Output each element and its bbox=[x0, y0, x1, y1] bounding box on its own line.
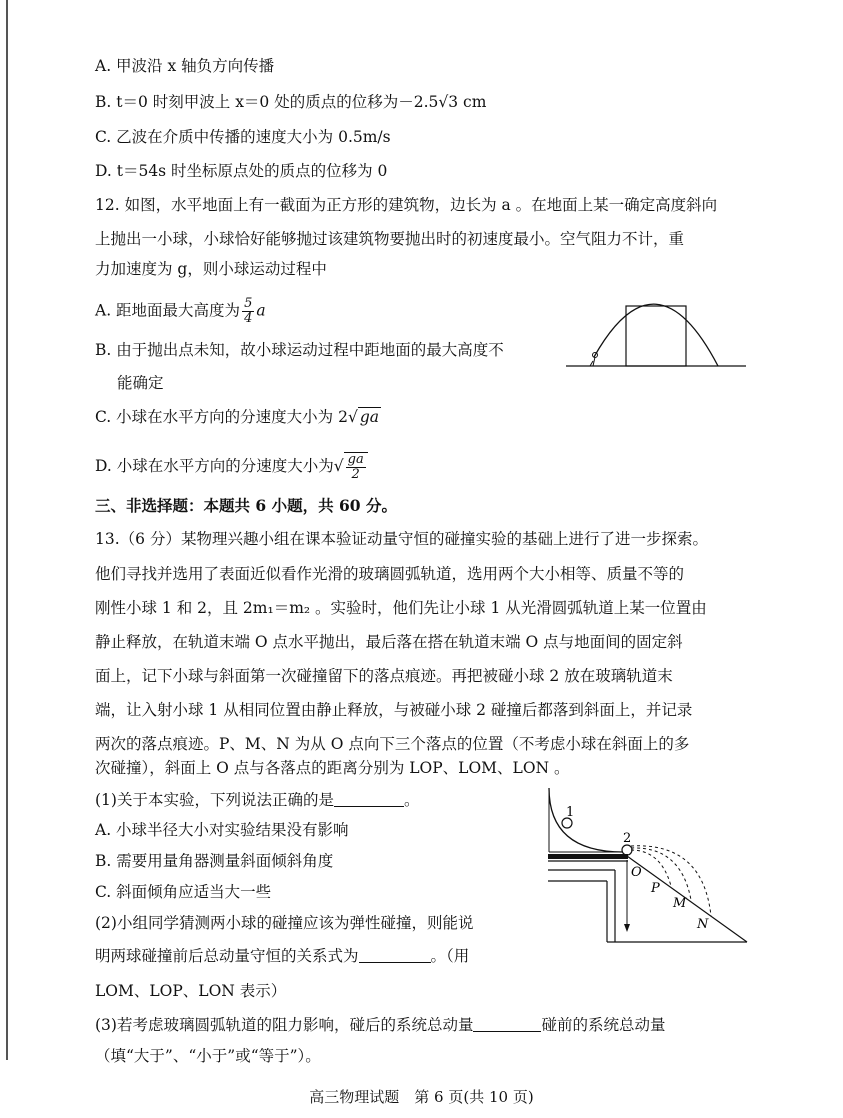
q13-part1-answer-blank[interactable] bbox=[334, 790, 404, 807]
figure-label-P: P bbox=[651, 881, 660, 896]
q12-option-a-variable: a bbox=[256, 301, 266, 320]
q12-option-d-denominator: 2 bbox=[351, 467, 360, 482]
q12-option-a-text: A. 距地面最大高度为 bbox=[95, 301, 241, 320]
q12-option-c-text: C. 小球在水平方向的分速度大小为 2 bbox=[95, 408, 348, 426]
q13-part2-answer-blank[interactable] bbox=[359, 946, 431, 963]
figure-label-ball-1: 1 bbox=[566, 805, 575, 820]
figure-label-M: M bbox=[673, 896, 687, 911]
q13-part2-text: 明两球碰撞前后总动量守恒的关系式为 bbox=[95, 947, 359, 965]
q13-part1-option-a: A. 小球半径大小对实验结果没有影响 bbox=[95, 821, 349, 839]
q13-stem-line7: 两次的落点痕迹。P、M、N 为从 O 点向下三个落点的位置（不考虑小球在斜面上的多 bbox=[95, 735, 690, 753]
q12-option-d-text: D. 小球在水平方向的分速度大小为 bbox=[95, 457, 334, 475]
q12-option-d-fraction bbox=[346, 453, 366, 482]
q12-option-a-numerator: 5 bbox=[244, 296, 253, 311]
q12-option-a-denominator: 4 bbox=[244, 311, 253, 326]
page-footer: 高三物理试题 第 6 页(共 10 页) bbox=[309, 1088, 534, 1106]
q13-stem-line2: 他们寻找并选用了表面近似看作光滑的玻璃圆弧轨道，选用两个大小相等、质量不等的 bbox=[95, 565, 685, 583]
q13-part2-line3: LOM、LOP、LON 表示） bbox=[95, 982, 287, 1000]
q13-part2-line2 bbox=[95, 945, 469, 967]
q12-stem-line1: 12. 如图，水平地面上有一截面为正方形的建筑物，边长为 a 。在地面上某一确定高度斜向 bbox=[95, 196, 718, 214]
q12-option-c: C. 小球在水平方向的分速度大小为 2√ ga bbox=[95, 408, 380, 426]
q13-part1-option-c: C. 斜面倾角应适当大一些 bbox=[95, 883, 272, 901]
q11-option-b: B. t＝0 时刻甲波上 x＝0 处的质点的位移为－2.5√3 cm bbox=[95, 93, 487, 111]
q11-option-a: A. 甲波沿 x 轴负方向传播 bbox=[95, 57, 275, 75]
q13-stem-line6: 端，让入射小球 1 从相同位置由静止释放，与被碰小球 2 碰撞后都落到斜面上，并记录 bbox=[95, 701, 693, 719]
figure-label-ball-2: 2 bbox=[623, 831, 632, 846]
q13-part3-line2: （填“大于”、“小于”或“等于”）。 bbox=[95, 1047, 321, 1065]
figure-label-N: N bbox=[697, 917, 709, 932]
q13-stem-line1: 13.（6 分）某物理兴趣小组在课本验证动量守恒的碰撞实验的基础上进行了进一步探索。 bbox=[95, 530, 708, 548]
q13-figure-collision-apparatus bbox=[543, 788, 753, 946]
q13-part3-line1 bbox=[95, 1014, 665, 1036]
q12-option-d-numerator: ga bbox=[347, 452, 364, 467]
q13-stem-line8: 次碰撞），斜面上 O 点与各落点的距离分别为 LOP、LOM、LON 。 bbox=[95, 759, 570, 777]
q12-option-d-radical bbox=[344, 452, 368, 482]
q13-stem-line3: 刚性小球 1 和 2，且 2m₁＝m₂ 。实验时，他们先让小球 1 从光滑圆弧轨道上某一位置由 bbox=[95, 599, 707, 617]
q13-part2-line1: (2)小组同学猜测两小球的碰撞应该为弹性碰撞，则能说 bbox=[95, 914, 474, 932]
q12-option-a bbox=[95, 297, 266, 326]
q13-part3-answer-blank[interactable] bbox=[473, 1015, 541, 1032]
q11-option-d: D. t＝54s 时坐标原点处的质点的位移为 0 bbox=[95, 162, 388, 180]
q12-option-c-radicand: ga bbox=[359, 408, 380, 426]
q12-option-a-fraction bbox=[242, 297, 254, 326]
q13-part1-text: (1)关于本实验，下列说法正确的是 bbox=[95, 791, 334, 809]
q13-part2-end: 。（用 bbox=[430, 947, 470, 965]
q13-part1-prompt bbox=[95, 789, 419, 811]
q13-part1-option-b: B. 需要用量角器测量斜面倾斜角度 bbox=[95, 852, 334, 870]
q12-option-d: D. 小球在水平方向的分速度大小为√ $\frac{ga}{2}$ bbox=[95, 452, 368, 482]
q13-stem-line4: 静止释放，在轨道末端 O 点水平抛出，最后落在搭在轨道末端 O 点与地面间的固定斜 bbox=[95, 633, 683, 651]
q12-option-b-line1: B. 由于抛出点未知，故小球运动过程中距地面的最大高度不 bbox=[95, 341, 504, 359]
q12-option-b-line2: 能确定 bbox=[117, 374, 164, 392]
figure-label-O: O bbox=[631, 865, 642, 880]
q11-option-c: C. 乙波在介质中传播的速度大小为 0.5m/s bbox=[95, 128, 391, 146]
q13-part3-text: (3)若考虑玻璃圆弧轨道的阻力影响，碰后的系统总动量 bbox=[95, 1016, 474, 1034]
left-margin-rule bbox=[6, 0, 8, 1060]
q13-stem-line5: 面上，记下小球与斜面第一次碰撞留下的落点痕迹。再把被碰小球 2 放在玻璃轨道末 bbox=[95, 667, 673, 685]
q12-figure-building-parabola bbox=[560, 285, 750, 375]
q13-part1-end: 。 bbox=[403, 791, 420, 809]
section-3-heading: 三、非选择题：本题共 6 小题，共 60 分。 bbox=[95, 496, 397, 515]
q12-stem-line2: 上抛出一小球，小球恰好能够抛过该建筑物要抛出时的初速度最小。空气阻力不计，重 bbox=[95, 230, 685, 248]
q12-stem-line3: 力加速度为 g，则小球运动过程中 bbox=[95, 260, 327, 278]
q13-part3-end: 碰前的系统总动量 bbox=[541, 1016, 666, 1034]
